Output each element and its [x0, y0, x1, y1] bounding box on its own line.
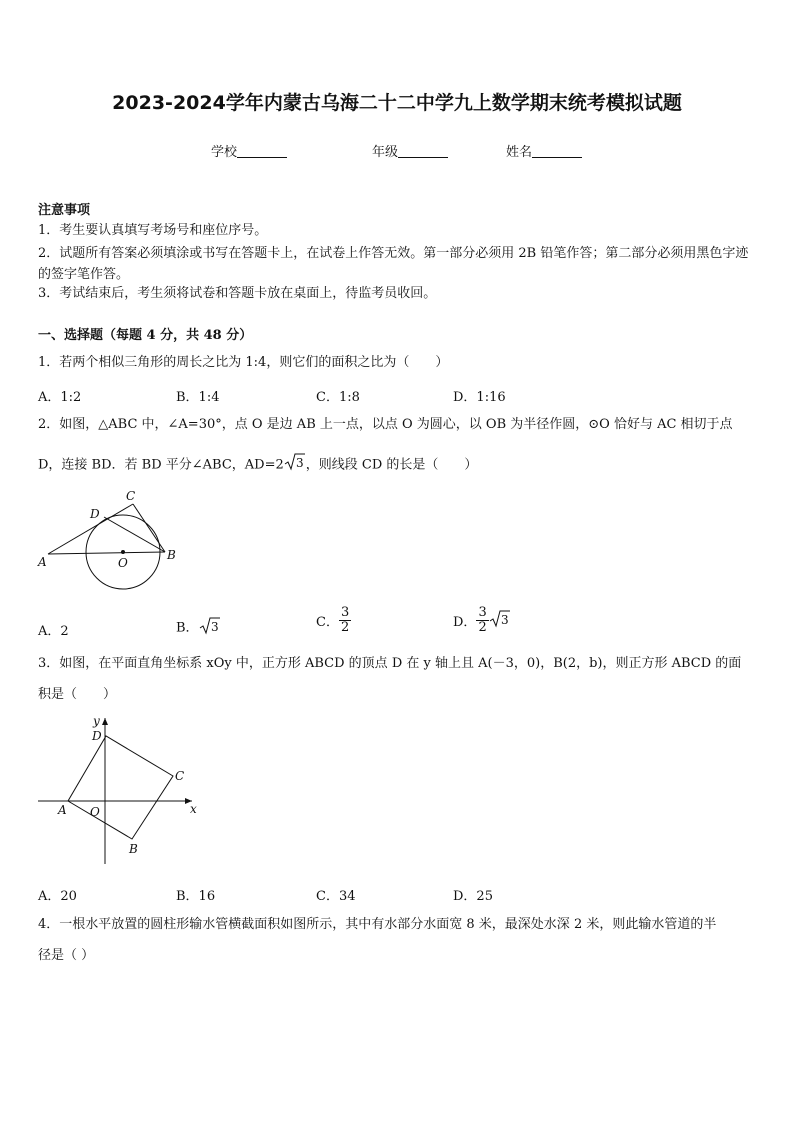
q3-figure: [32, 712, 202, 868]
label-c: C: [126, 489, 136, 503]
q3-stem-line2: 积是（ ）: [38, 687, 117, 702]
grade-field: [372, 141, 448, 160]
center-point: [121, 550, 125, 554]
label-a: A: [58, 803, 67, 817]
q2-option-b: [176, 616, 221, 640]
q2-figure: [34, 484, 184, 596]
q2-option-c: [316, 606, 351, 635]
q1-option-b: B．1:4: [176, 390, 220, 405]
sqrt-symbol: [199, 616, 221, 640]
school-blank: [237, 145, 287, 158]
note-item-3: 3．考试结束后，考生须将试卷和答题卡放在桌面上，待监考员收回。: [38, 286, 437, 301]
denominator: 2: [478, 620, 487, 635]
square-abcd: [68, 736, 173, 839]
sqrt-radicand: 3: [500, 612, 509, 627]
note-item-2: 2．试题所有答案必须填涂或书写在答题卡上，在试卷上作答无效。第一部分必须用 2B 铅笔作答；第二部分必须用黑色字迹的签字笔作答。: [38, 246, 749, 282]
q2-stem-line1: 2．如图，△ABC 中，∠A=30°，点 O 是边 AB 上一点，以点 O 为圆心，以 OB 为半径作圆，⊙O 恰好与 AC 相切于点: [38, 417, 733, 432]
q2-option-c-prefix: C．: [316, 615, 339, 630]
q1-option-c: C．1:8: [316, 390, 360, 405]
sqrt-radicand: 3: [295, 456, 304, 470]
note-item-1: 1．考生要认真填写考场号和座位序号。: [38, 223, 268, 238]
label-b: B: [167, 548, 176, 562]
name-blank: [532, 145, 582, 158]
name-field: [506, 141, 582, 160]
q3-stem-line1: 3．如图，在平面直角坐标系 xOy 中，正方形 ABCD 的顶点 D 在 y 轴上且 A(－3，0)，B(2，b)，则正方形 ABCD 的面: [38, 656, 742, 671]
denominator: 2: [340, 620, 350, 635]
numerator: 3: [478, 605, 487, 620]
label-x: x: [190, 802, 197, 816]
sqrt-symbol: [489, 609, 511, 633]
q4-stem-line2: 径是（ ）: [38, 948, 95, 963]
label-c: C: [175, 769, 185, 783]
grade-label: 年级: [372, 145, 399, 160]
q1-option-a: A．1:2: [38, 390, 82, 405]
q2-text-b: ，则线段 CD 的长是（ ）: [305, 457, 478, 473]
label-b: B: [129, 842, 138, 856]
q2-option-d: [453, 606, 511, 635]
q4-stem-line1: 4．一根水平放置的圆柱形输水管横截面积如图所示，其中有水部分水面宽 8 米，最深处水深 2 米，则此输水管道的半: [38, 917, 717, 932]
notes-heading: 注意事项: [38, 203, 91, 218]
label-o: O: [118, 556, 128, 570]
q3-option-c: C．34: [316, 889, 356, 904]
label-d: D: [90, 507, 100, 521]
sqrt-radicand: 3: [210, 620, 219, 634]
y-axis-arrow: [102, 718, 108, 725]
label-a: A: [38, 555, 47, 569]
school-label: 学校: [211, 145, 238, 160]
q2-text-a: D，连接 BD．若 BD 平分∠ABC，AD=2: [38, 457, 284, 473]
q3-option-b: B．16: [176, 889, 216, 904]
q3-option-d: D．25: [453, 889, 493, 904]
page-title: 2023-2024学年内蒙古乌海二十二中学九上数学期末统考模拟试题: [112, 92, 682, 114]
q2-stem-line2: [38, 452, 477, 478]
school-field: [211, 141, 287, 160]
q1-stem: 1．若两个相似三角形的周长之比为 1:4，则它们的面积之比为（ ）: [38, 355, 449, 370]
segment-bc: [133, 504, 165, 552]
segment-ab: [48, 552, 165, 554]
q2-option-d-prefix: D．: [453, 615, 477, 630]
q2-option-a: A．2: [38, 624, 69, 639]
sqrt-symbol: [284, 452, 306, 478]
grade-blank: [398, 145, 448, 158]
numerator: 3: [340, 605, 350, 620]
name-label: 姓名: [506, 145, 533, 160]
section-heading: 一、选择题（每题 4 分，共 48 分）: [38, 328, 253, 343]
fraction: [476, 606, 488, 635]
label-d: D: [92, 729, 102, 743]
label-o: O: [90, 805, 100, 819]
label-y: y: [93, 714, 100, 728]
fraction: [339, 606, 351, 635]
q2-option-b-prefix: B．: [176, 620, 199, 636]
q1-option-d: D．1:16: [453, 390, 506, 405]
q3-option-a: A．20: [38, 889, 77, 904]
